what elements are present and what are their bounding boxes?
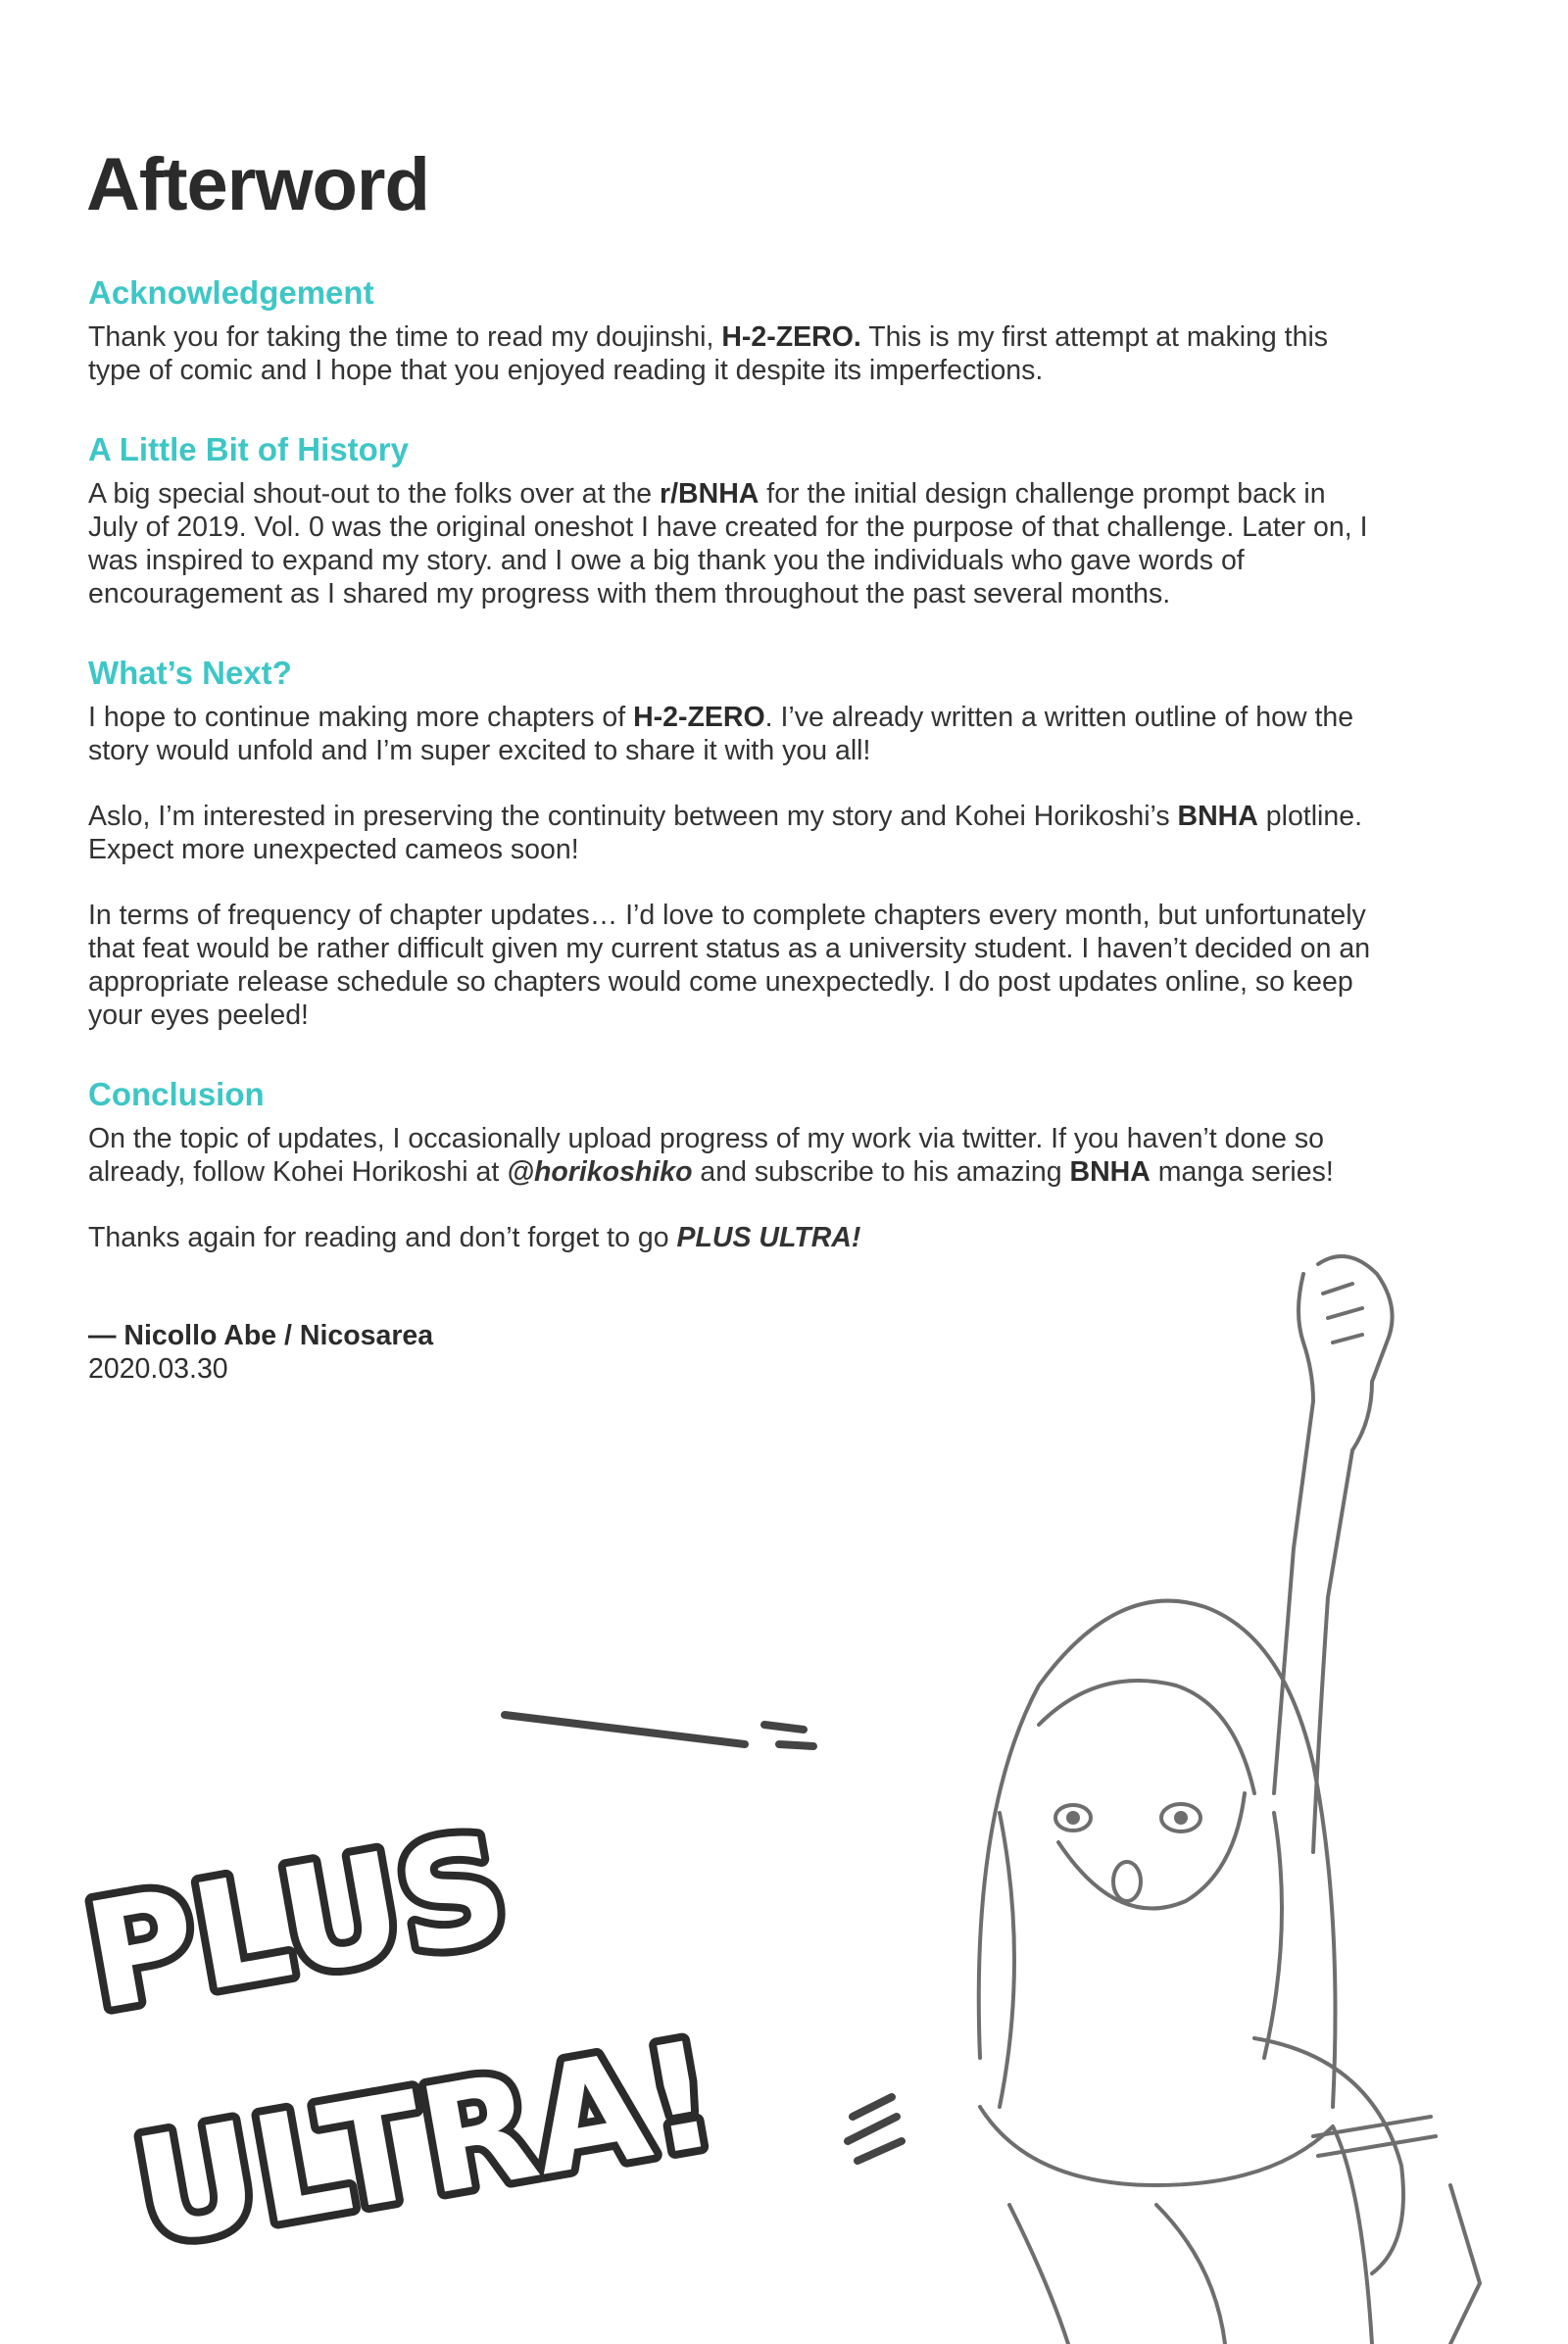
text: A big special shout-out to the folks over at the: [88, 478, 661, 510]
text: and subscribe to his amazing: [692, 1156, 1070, 1188]
paragraph: [88, 800, 1372, 866]
paragraph: [88, 477, 1372, 610]
text: On the topic of updates, I occasionally upload progress of my work via twitter. If you haven’t done so already, follow Kohei Horikoshi at: [88, 1123, 1325, 1188]
afterword-body: [88, 273, 1372, 1386]
section-heading: Conclusion: [88, 1076, 265, 1112]
text: plotline. Expect more unexpected cameos soon!: [88, 801, 1362, 865]
author-name: — Nicollo Abe / Nicosarea: [88, 1320, 434, 1351]
plus-ultra-lettering: [74, 1802, 727, 2278]
section-history: [88, 430, 1372, 610]
text: manga series!: [1150, 1156, 1334, 1188]
bold-text: r/BNHA: [660, 478, 760, 510]
bold-text: H-2-ZERO.: [721, 321, 861, 353]
page-title: Afterword: [86, 143, 429, 226]
lettering-plus: PLUS: [74, 1802, 519, 2044]
section-acknowledgement: [88, 273, 1372, 387]
section-heading: What’s Next?: [88, 655, 292, 691]
text: I hope to continue making more chapters of: [88, 702, 634, 733]
section-heading: A Little Bit of History: [88, 431, 409, 467]
paragraph: In terms of frequency of chapter updates… I’d love to complete chapters every month, but unfortunately that feat would be rather difficult given my current status as a university student. I haven’t decided on an appropriate release schedule so chapters would come unexpectedly. I do post updates online, so keep your eyes peeled!: [88, 900, 1371, 1031]
girl-sketch: [979, 1256, 1480, 2344]
text: Thanks again for reading and don’t forget to go: [88, 1222, 677, 1253]
text: This is my first attempt at making this type of comic and I hope that you enjoyed reading it despite its imperfections.: [88, 321, 1329, 386]
paragraph: [88, 701, 1372, 767]
plus-ultra-illustration: [0, 1225, 1568, 2344]
text: for the initial design challenge prompt back in July of 2019. Vol. 0 was the original oneshot I have created for the purpose of that challenge. Later on, I was inspired to expand my story. and I owe a big thank you the individuals who gave words of encouragement as I shared my progress with them throughout the past several months.: [88, 478, 1368, 610]
text: Aslo, I’m interested in preserving the continuity between my story and Kohei Horikoshi’s: [88, 801, 1178, 832]
date: 2020.03.30: [88, 1353, 228, 1385]
section-whats-next: [88, 654, 1372, 1032]
italic-text: PLUS ULTRA!: [676, 1222, 861, 1253]
text: Thank you for taking the time to read my doujinshi,: [88, 321, 722, 353]
section-heading: Acknowledgement: [88, 274, 374, 311]
twitter-handle: @horikoshiko: [507, 1156, 693, 1188]
bold-text: BNHA: [1177, 801, 1258, 832]
paragraph: [88, 320, 1372, 387]
text: . I’ve already written a written outline of how the story would unfold and I’m super excited to share it with you all!: [88, 702, 1354, 766]
bold-text: H-2-ZERO: [633, 702, 765, 733]
bold-text: BNHA: [1069, 1156, 1151, 1188]
lettering-ultra: ULTRA!: [123, 2009, 728, 2279]
paragraph: [88, 1122, 1372, 1189]
